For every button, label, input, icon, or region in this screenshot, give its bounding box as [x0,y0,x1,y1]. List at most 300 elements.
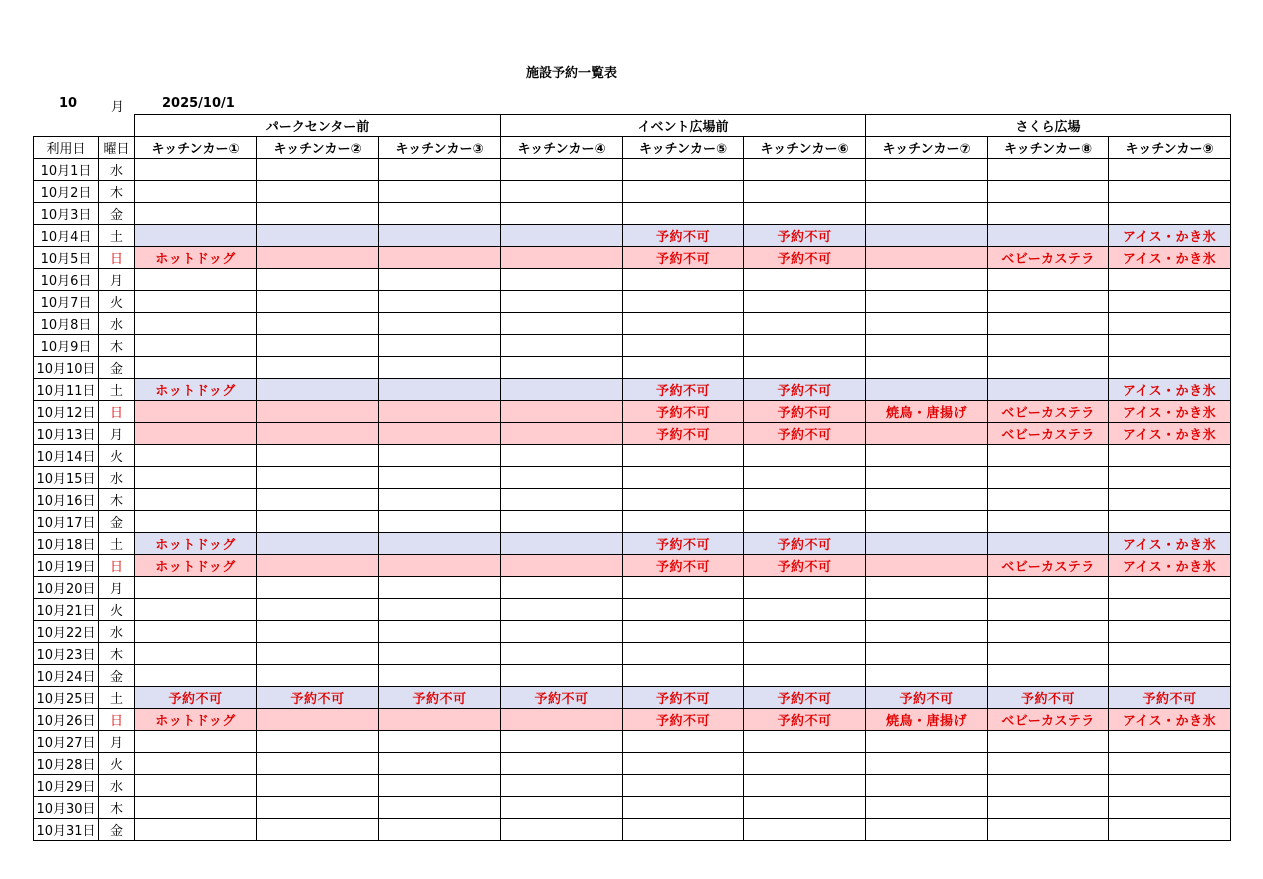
reservation-cell[interactable] [501,467,623,489]
reservation-cell[interactable] [135,599,257,621]
reservation-cell[interactable] [379,269,501,291]
reservation-cell[interactable] [866,269,988,291]
reservation-cell[interactable] [866,775,988,797]
reservation-cell[interactable] [379,819,501,841]
reservation-cell[interactable] [866,555,988,577]
reservation-cell[interactable]: 予約不可 [744,709,866,731]
row-weekday: 水 [99,621,135,643]
reservation-cell[interactable] [257,313,379,335]
reservation-cell[interactable] [135,731,257,753]
table-row [34,709,1231,731]
row-date: 10月6日 [34,269,99,291]
reservation-cell[interactable]: ホットドッグ [135,379,257,401]
reservation-cell[interactable] [379,159,501,181]
reservation-cell[interactable] [1109,819,1231,841]
reservation-cell[interactable] [135,511,257,533]
reservation-cell[interactable] [257,467,379,489]
reservation-cell[interactable] [744,731,866,753]
reservation-cell[interactable]: 予約不可 [623,709,744,731]
reservation-cell[interactable]: アイス・かき氷 [1109,709,1231,731]
reservation-cell[interactable] [623,335,744,357]
reservation-cell[interactable]: アイス・かき氷 [1109,379,1231,401]
reservation-cell[interactable] [379,577,501,599]
reservation-cell[interactable] [988,753,1109,775]
reservation-cell[interactable]: ベビーカステラ [988,709,1109,731]
reservation-cell[interactable] [744,269,866,291]
reservation-cell[interactable] [257,665,379,687]
reservation-cell[interactable] [866,445,988,467]
reservation-cell[interactable]: 予約不可 [623,225,744,247]
reservation-cell[interactable] [501,555,623,577]
reservation-cell[interactable] [744,313,866,335]
reservation-cell[interactable] [623,445,744,467]
reservation-cell[interactable] [988,269,1109,291]
reservation-cell[interactable] [1109,731,1231,753]
reservation-cell[interactable] [379,797,501,819]
reservation-cell[interactable] [379,313,501,335]
reservation-cell[interactable] [257,357,379,379]
reservation-cell[interactable] [135,665,257,687]
reservation-cell[interactable] [501,621,623,643]
reservation-cell[interactable] [1109,489,1231,511]
reservation-cell[interactable]: 予約不可 [866,687,988,709]
reservation-cell[interactable] [501,423,623,445]
reservation-cell[interactable] [257,511,379,533]
reservation-cell[interactable] [744,621,866,643]
reservation-cell[interactable] [135,357,257,379]
reservation-cell[interactable] [866,489,988,511]
reservation-cell[interactable]: 予約不可 [744,247,866,269]
reservation-cell[interactable] [866,753,988,775]
reservation-cell[interactable] [866,357,988,379]
reservation-cell[interactable] [379,643,501,665]
reservation-cell[interactable] [501,313,623,335]
reservation-cell[interactable] [623,489,744,511]
reservation-cell[interactable] [623,731,744,753]
reservation-cell[interactable]: ホットドッグ [135,533,257,555]
reservation-cell[interactable] [1109,357,1231,379]
reservation-cell[interactable] [135,423,257,445]
reservation-cell[interactable] [988,775,1109,797]
reservation-cell[interactable] [135,489,257,511]
reservation-cell[interactable] [744,643,866,665]
reservation-cell[interactable] [988,357,1109,379]
reservation-cell[interactable] [744,159,866,181]
reservation-cell[interactable] [379,511,501,533]
reservation-cell[interactable] [744,819,866,841]
reservation-cell[interactable]: ホットドッグ [135,247,257,269]
reservation-cell[interactable] [501,819,623,841]
reservation-cell[interactable] [988,445,1109,467]
reservation-cell[interactable] [623,621,744,643]
reservation-cell[interactable] [866,467,988,489]
reservation-cell[interactable] [623,599,744,621]
reservation-cell[interactable] [988,203,1109,225]
reservation-cell[interactable] [379,665,501,687]
reservation-cell[interactable] [866,643,988,665]
reservation-cell[interactable] [257,555,379,577]
reservation-cell[interactable] [1109,599,1231,621]
reservation-cell[interactable] [135,467,257,489]
reservation-cell[interactable] [1109,203,1231,225]
reservation-cell[interactable]: アイス・かき氷 [1109,423,1231,445]
reservation-cell[interactable] [1109,467,1231,489]
reservation-cell[interactable] [135,643,257,665]
reservation-cell[interactable] [866,181,988,203]
reservation-cell[interactable] [866,533,988,555]
reservation-cell[interactable] [135,621,257,643]
reservation-cell[interactable] [623,665,744,687]
reservation-cell[interactable] [379,357,501,379]
reservation-cell[interactable] [988,599,1109,621]
reservation-cell[interactable] [501,533,623,555]
reservation-cell[interactable] [501,599,623,621]
reservation-cell[interactable] [501,445,623,467]
reservation-cell[interactable] [257,247,379,269]
reservation-cell[interactable] [1109,753,1231,775]
reservation-cell[interactable] [379,335,501,357]
reservation-cell[interactable] [257,291,379,313]
reservation-cell[interactable] [623,775,744,797]
reservation-cell[interactable] [988,159,1109,181]
reservation-cell[interactable] [257,753,379,775]
reservation-cell[interactable] [988,797,1109,819]
reservation-cell[interactable] [988,313,1109,335]
reservation-cell[interactable] [988,819,1109,841]
reservation-cell[interactable] [744,467,866,489]
reservation-cell[interactable] [1109,775,1231,797]
row-date: 10月14日 [34,445,99,467]
reservation-cell[interactable] [257,643,379,665]
reservation-cell[interactable] [623,203,744,225]
reservation-cell[interactable] [623,357,744,379]
reservation-cell[interactable] [1109,621,1231,643]
reservation-cell[interactable]: アイス・かき氷 [1109,533,1231,555]
reservation-cell[interactable] [501,357,623,379]
reservation-cell[interactable] [257,731,379,753]
reservation-cell[interactable] [744,489,866,511]
reservation-cell[interactable] [866,599,988,621]
reservation-cell[interactable] [744,291,866,313]
reservation-cell[interactable] [1109,643,1231,665]
reservation-cell[interactable] [988,467,1109,489]
reservation-cell[interactable] [379,445,501,467]
reservation-cell[interactable] [744,599,866,621]
reservation-cell[interactable]: 予約不可 [623,423,744,445]
reservation-cell[interactable] [744,203,866,225]
reservation-cell[interactable] [257,203,379,225]
reservation-cell[interactable]: 予約不可 [623,687,744,709]
reservation-cell[interactable] [257,159,379,181]
reservation-cell[interactable] [135,819,257,841]
reservation-cell[interactable]: 予約不可 [744,225,866,247]
reservation-cell[interactable] [744,335,866,357]
reservation-cell[interactable] [135,445,257,467]
reservation-cell[interactable]: アイス・かき氷 [1109,401,1231,423]
reservation-cell[interactable] [135,401,257,423]
reservation-cell[interactable] [744,181,866,203]
reservation-cell[interactable] [257,181,379,203]
reservation-cell[interactable] [257,819,379,841]
reservation-cell[interactable] [1109,577,1231,599]
reservation-cell[interactable]: 予約不可 [379,687,501,709]
reservation-cell[interactable] [623,291,744,313]
reservation-cell[interactable] [1109,313,1231,335]
reservation-cell[interactable] [1109,181,1231,203]
table-row [34,467,1231,489]
reservation-cell[interactable] [744,753,866,775]
reservation-cell[interactable] [379,423,501,445]
reservation-cell[interactable] [623,269,744,291]
row-weekday: 水 [99,775,135,797]
table-row [34,225,1231,247]
reservation-cell[interactable] [866,621,988,643]
reservation-cell[interactable] [501,159,623,181]
reservation-cell[interactable] [379,599,501,621]
reservation-cell[interactable] [866,225,988,247]
reservation-cell[interactable] [501,335,623,357]
reservation-cell[interactable]: 予約不可 [623,401,744,423]
reservation-cell[interactable]: 焼鳥・唐揚げ [866,401,988,423]
reservation-cell[interactable]: 予約不可 [623,247,744,269]
reservation-cell[interactable] [379,489,501,511]
reservation-cell[interactable] [988,621,1109,643]
reservation-cell[interactable] [623,797,744,819]
row-date: 10月1日 [34,159,99,181]
reservation-cell[interactable] [257,599,379,621]
reservation-cell[interactable] [379,709,501,731]
reservation-cell[interactable]: 焼鳥・唐揚げ [866,709,988,731]
reservation-cell[interactable] [866,247,988,269]
reservation-cell[interactable]: ベビーカステラ [988,555,1109,577]
reservation-cell[interactable] [988,643,1109,665]
reservation-cell[interactable]: 予約不可 [988,687,1109,709]
reservation-cell[interactable] [988,379,1109,401]
reservation-cell[interactable] [866,577,988,599]
reservation-cell[interactable] [744,775,866,797]
reservation-cell[interactable] [623,313,744,335]
reservation-cell[interactable] [744,797,866,819]
reservation-cell[interactable] [379,247,501,269]
reservation-cell[interactable] [866,797,988,819]
reservation-cell[interactable] [257,379,379,401]
reservation-cell[interactable] [257,401,379,423]
reservation-cell[interactable] [988,577,1109,599]
reservation-cell[interactable] [1109,665,1231,687]
reservation-cell[interactable] [988,335,1109,357]
reservation-cell[interactable] [866,379,988,401]
reservation-cell[interactable] [866,203,988,225]
reservation-cell[interactable] [1109,291,1231,313]
reservation-cell[interactable] [257,533,379,555]
reservation-cell[interactable]: アイス・かき氷 [1109,247,1231,269]
reservation-cell[interactable] [257,709,379,731]
reservation-cell[interactable] [379,775,501,797]
reservation-cell[interactable] [257,775,379,797]
reservation-cell[interactable] [988,533,1109,555]
reservation-cell[interactable] [623,753,744,775]
reservation-cell[interactable] [379,291,501,313]
reservation-cell[interactable] [501,181,623,203]
reservation-cell[interactable] [866,511,988,533]
reservation-cell[interactable] [135,269,257,291]
reservation-cell[interactable] [379,379,501,401]
reservation-cell[interactable] [866,731,988,753]
reservation-cell[interactable] [988,511,1109,533]
reservation-cell[interactable] [257,335,379,357]
row-date: 10月12日 [34,401,99,423]
reservation-cell[interactable] [135,797,257,819]
reservation-cell[interactable] [135,775,257,797]
reservation-cell[interactable] [257,423,379,445]
reservation-cell[interactable] [501,203,623,225]
reservation-cell[interactable] [866,291,988,313]
reservation-cell[interactable] [257,225,379,247]
table-row [34,819,1231,841]
reservation-cell[interactable] [988,181,1109,203]
reservation-cell[interactable] [501,225,623,247]
reservation-cell[interactable] [623,181,744,203]
reservation-cell[interactable] [257,797,379,819]
reservation-cell[interactable] [501,665,623,687]
reservation-cell[interactable]: 予約不可 [623,379,744,401]
header-car-6: キッチンカー⑥ [744,137,866,159]
reservation-cell[interactable]: ベビーカステラ [988,401,1109,423]
row-date: 10月31日 [34,819,99,841]
reservation-cell[interactable] [257,269,379,291]
row-weekday: 金 [99,665,135,687]
reservation-cell[interactable]: 予約不可 [1109,687,1231,709]
reservation-cell[interactable]: 予約不可 [623,555,744,577]
reservation-cell[interactable] [501,489,623,511]
table-row [34,665,1231,687]
row-date: 10月24日 [34,665,99,687]
reservation-cell[interactable] [135,335,257,357]
row-weekday: 火 [99,599,135,621]
reservation-cell[interactable] [1109,797,1231,819]
reservation-cell[interactable]: 予約不可 [744,379,866,401]
reservation-cell[interactable]: 予約不可 [744,555,866,577]
reservation-cell[interactable] [988,731,1109,753]
reservation-cell[interactable] [623,819,744,841]
reservation-cell[interactable] [135,577,257,599]
reservation-cell[interactable] [135,753,257,775]
reservation-cell[interactable] [379,467,501,489]
reservation-cell[interactable] [866,819,988,841]
reservation-cell[interactable] [623,159,744,181]
row-weekday: 水 [99,313,135,335]
reservation-cell[interactable] [744,357,866,379]
reservation-cell[interactable] [135,291,257,313]
reservation-cell[interactable]: ベビーカステラ [988,247,1109,269]
reservation-cell[interactable] [379,555,501,577]
reservation-cell[interactable]: ホットドッグ [135,709,257,731]
reservation-cell[interactable] [866,159,988,181]
reservation-cell[interactable] [379,731,501,753]
reservation-cell[interactable] [501,797,623,819]
reservation-cell[interactable] [501,753,623,775]
reservation-cell[interactable] [257,577,379,599]
reservation-cell[interactable]: 予約不可 [623,533,744,555]
reservation-cell[interactable] [135,225,257,247]
reservation-cell[interactable] [135,313,257,335]
reservation-cell[interactable] [866,335,988,357]
reservation-cell[interactable] [379,533,501,555]
reservation-cell[interactable] [257,621,379,643]
reservation-cell[interactable] [623,643,744,665]
reservation-cell[interactable]: 予約不可 [744,423,866,445]
reservation-cell[interactable] [988,665,1109,687]
reservation-cell[interactable] [135,159,257,181]
reservation-cell[interactable] [744,511,866,533]
reservation-cell[interactable] [501,511,623,533]
reservation-cell[interactable]: 予約不可 [257,687,379,709]
reservation-cell[interactable] [501,401,623,423]
reservation-cell[interactable] [501,577,623,599]
reservation-cell[interactable] [135,181,257,203]
row-weekday: 日 [99,401,135,423]
reservation-cell[interactable] [501,775,623,797]
reservation-cell[interactable]: 予約不可 [744,687,866,709]
reservation-cell[interactable] [257,489,379,511]
reservation-cell[interactable] [1109,335,1231,357]
reservation-cell[interactable] [1109,445,1231,467]
table-row [34,489,1231,511]
reservation-cell[interactable]: アイス・かき氷 [1109,225,1231,247]
reservation-cell[interactable] [1109,269,1231,291]
reservation-cell[interactable]: ベビーカステラ [988,423,1109,445]
reservation-cell[interactable] [623,467,744,489]
reservation-cell[interactable] [501,269,623,291]
reservation-cell[interactable] [379,401,501,423]
table-row [34,379,1231,401]
reservation-cell[interactable] [1109,511,1231,533]
reservation-cell[interactable] [501,379,623,401]
reservation-cell[interactable] [988,489,1109,511]
reservation-cell[interactable]: 予約不可 [501,687,623,709]
reservation-cell[interactable]: 予約不可 [135,687,257,709]
reservation-cell[interactable]: ホットドッグ [135,555,257,577]
reservation-cell[interactable] [623,511,744,533]
reservation-cell[interactable] [623,577,744,599]
reservation-cell[interactable] [744,577,866,599]
reservation-cell[interactable] [379,181,501,203]
reservation-cell[interactable] [135,203,257,225]
reservation-cell[interactable] [988,291,1109,313]
reservation-cell[interactable] [379,203,501,225]
reservation-cell[interactable] [257,445,379,467]
reservation-cell[interactable] [501,643,623,665]
reservation-cell[interactable] [866,313,988,335]
reservation-cell[interactable] [866,665,988,687]
reservation-cell[interactable] [501,709,623,731]
reservation-cell[interactable] [379,225,501,247]
reservation-cell[interactable] [988,225,1109,247]
reservation-cell[interactable] [501,731,623,753]
row-weekday: 土 [99,533,135,555]
reservation-cell[interactable]: 予約不可 [744,533,866,555]
reservation-cell[interactable] [866,423,988,445]
reservation-cell[interactable]: 予約不可 [744,401,866,423]
reservation-cell[interactable] [501,291,623,313]
reservation-cell[interactable] [379,621,501,643]
reservation-cell[interactable] [501,247,623,269]
reservation-cell[interactable] [379,753,501,775]
reservation-cell[interactable] [1109,159,1231,181]
reservation-cell[interactable] [744,665,866,687]
reservation-cell[interactable]: アイス・かき氷 [1109,555,1231,577]
reservation-cell[interactable] [744,445,866,467]
